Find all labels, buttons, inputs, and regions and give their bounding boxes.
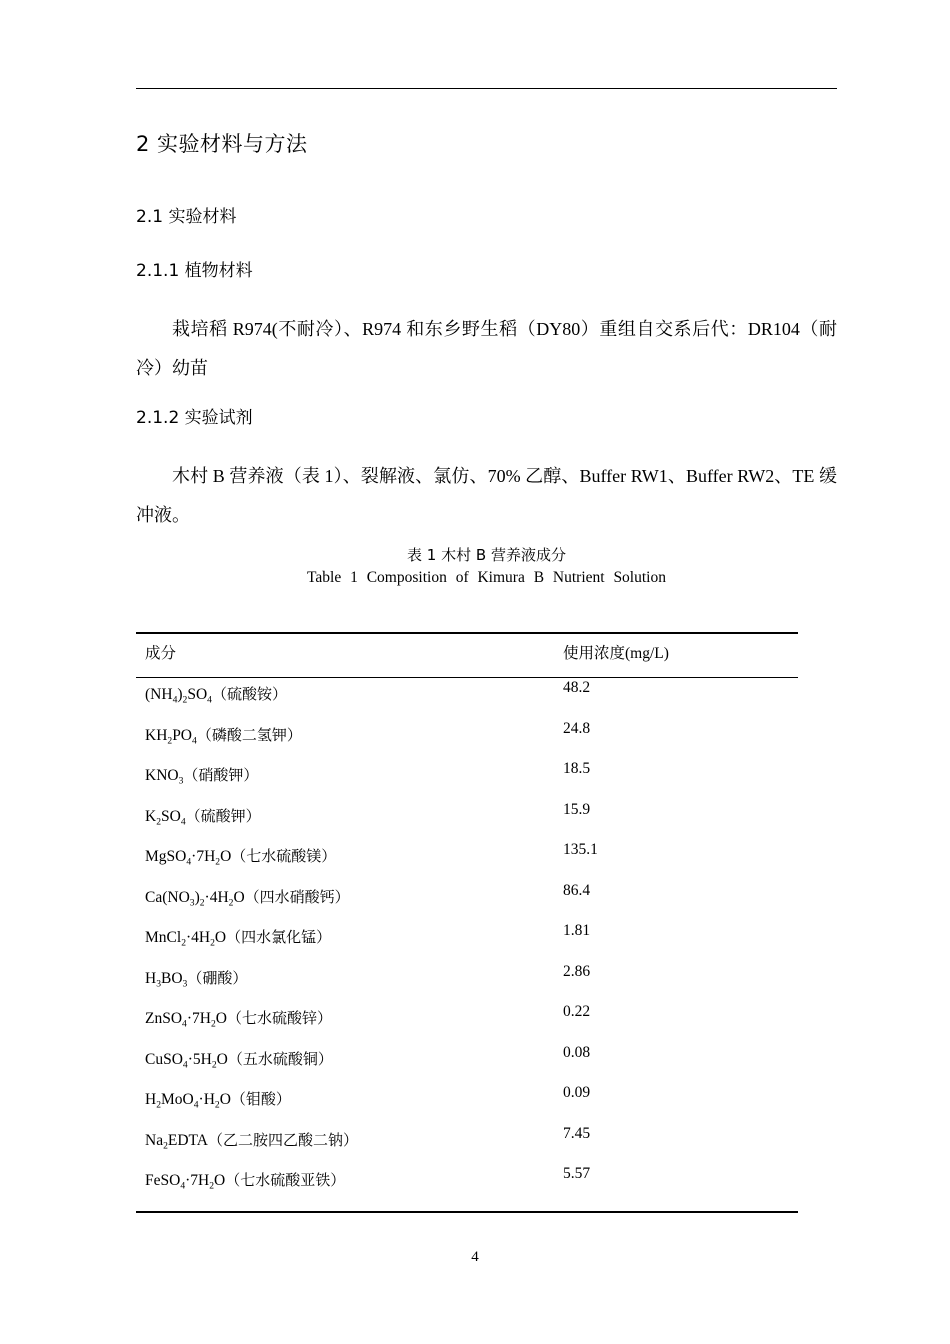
component-name: $Na_2EDTA$（乙二胺四乙酸二钠）	[145, 1130, 358, 1151]
component-name: $MnCl_2\cdot 4H_2O$（四水氯化锰）	[145, 928, 332, 949]
table-row	[136, 1124, 798, 1165]
concentration-value: 0.08	[563, 1043, 591, 1061]
concentration-value: 86.4	[563, 881, 591, 899]
header-concentration	[563, 641, 669, 663]
component-name: $Ca(NO_3)_2\cdot 4H_2O$（四水硝酸钙）	[145, 887, 350, 908]
table-row	[136, 1002, 798, 1043]
page-number: 4	[471, 1249, 479, 1265]
component-name: $MgSO_4\cdot 7H_2O$（七水硫酸镁）	[145, 847, 337, 868]
concentration-value: 0.09	[563, 1084, 591, 1101]
concentration-value: 48.2	[563, 679, 591, 696]
concentration-value: 2.86	[563, 962, 591, 980]
component-name: $H_3BO_3$（硼酸）	[145, 968, 248, 989]
concentration-value: 135.1	[563, 841, 598, 858]
concentration-value: 24.8	[563, 719, 591, 737]
component-name: $CuSO_4\cdot 5H_2O$（五水硫酸铜）	[145, 1049, 333, 1070]
header-rule	[136, 88, 837, 89]
table-row	[136, 962, 798, 1003]
table-caption-cn: 表 1 木村 B 营养液成分	[407, 546, 566, 564]
table-body	[136, 678, 798, 1211]
table-row	[136, 678, 798, 719]
component-name: $KH_2PO_4$（磷酸二氢钾）	[145, 725, 302, 746]
table-bottom-rule	[136, 1211, 798, 1213]
table-caption-en: Table 1 Composition of Kimura B Nutrient Solution	[307, 569, 666, 586]
plant-material-text: 栽培稻 R974(不耐冷）、R974 和东乡野生稻（DY80）重组自交系后代：DR104（耐冷）幼苗	[136, 319, 837, 378]
subsection-heading: 2.1 实验材料	[136, 207, 237, 227]
table-row	[136, 1083, 798, 1124]
concentration-value: 7.45	[563, 1124, 591, 1142]
component-name: $ZnSO_4\cdot 7H_2O$（七水硫酸锌）	[145, 1009, 332, 1030]
component-name: $FeSO_4\cdot 7H_2O$（七水硫酸亚铁）	[145, 1171, 346, 1192]
table-row	[136, 719, 798, 760]
table-header	[136, 634, 798, 677]
section-heading: 2 实验材料与方法	[136, 132, 308, 156]
reagents-text: 木村 B 营养液（表 1）、裂解液、氯仿、70% 乙醇、Buffer RW1、Buffer RW2、TE 缓冲液。	[136, 466, 837, 525]
table-row	[136, 881, 798, 922]
table-row	[136, 1164, 798, 1205]
table-row	[136, 1043, 798, 1084]
component-name: $(NH_4)_2SO_4$（硫酸铵）	[145, 685, 287, 706]
component-name: $K_2SO_4$（硫酸钾）	[145, 806, 261, 827]
concentration-value: 5.57	[563, 1165, 591, 1182]
concentration-value: 18.5	[563, 760, 591, 777]
table-row	[136, 921, 798, 962]
table-row	[136, 800, 798, 841]
header-unit: (mg/L)	[625, 645, 669, 662]
header-component: 成分	[145, 644, 177, 662]
header-concentration-label: 使用浓度	[563, 644, 626, 662]
reagents-heading: 2.1.2 实验试剂	[136, 408, 253, 428]
table-row	[136, 759, 798, 800]
plant-material-heading: 2.1.1 植物材料	[136, 261, 253, 281]
table-row	[136, 840, 798, 881]
component-name: $H_2MoO_4\cdot H_2O$（钼酸）	[145, 1090, 291, 1111]
concentration-value: 0.22	[563, 1003, 591, 1020]
composition-table	[136, 632, 798, 1213]
concentration-value: 1.81	[563, 922, 591, 939]
component-name: $KNO_3$（硝酸钾）	[145, 766, 259, 787]
concentration-value: 15.9	[563, 800, 591, 818]
